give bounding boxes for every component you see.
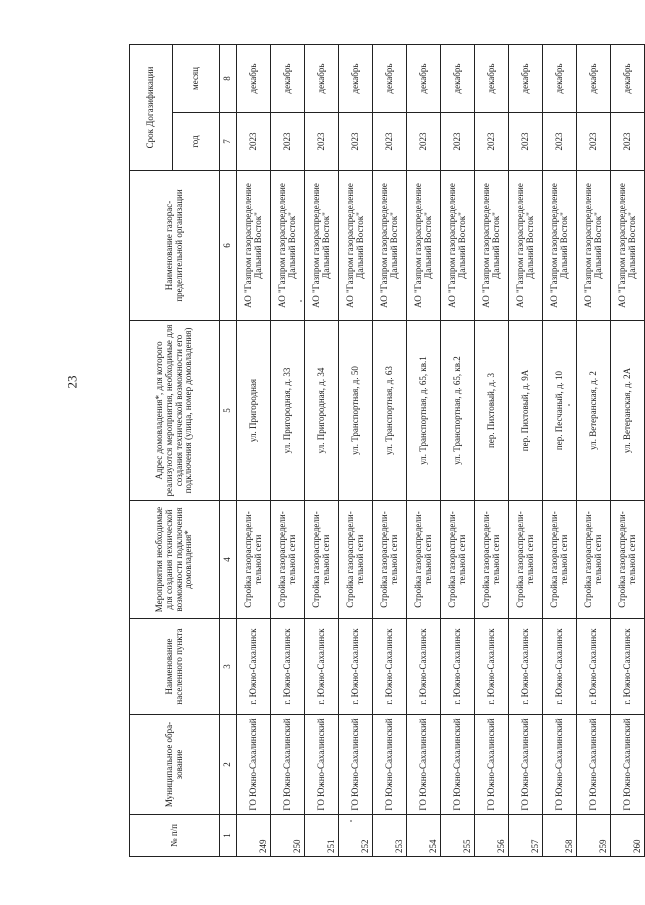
row-settlement: г. Южно-Сахалинск xyxy=(577,619,611,715)
row-address: ул. Транспортная, д. 65, кв.2 xyxy=(441,321,475,501)
row-address: пер. Пихтовый, д. 3 xyxy=(475,321,509,501)
row-organization: АО "Газпром газораспределение Дальний Восток" xyxy=(339,171,373,321)
table-row xyxy=(237,45,271,857)
row-number: 258 xyxy=(543,815,577,857)
row-number: 250 xyxy=(271,815,305,857)
row-settlement: г. Южно-Сахалинск xyxy=(611,619,645,715)
row-number: 257 xyxy=(509,815,543,857)
table-row xyxy=(543,45,577,857)
row-measures: Стройка газораспределительной сети xyxy=(577,501,611,619)
row-year: 2023 xyxy=(407,113,441,171)
row-settlement: г. Южно-Сахалинск xyxy=(509,619,543,715)
row-year: 2023 xyxy=(373,113,407,171)
header-deadline: Срок Догазификации xyxy=(130,45,173,171)
row-municipality: ГО Южно-Сахалинский xyxy=(373,715,407,815)
column-number: 4 xyxy=(220,501,237,619)
row-year: 2023 xyxy=(475,113,509,171)
row-settlement: г. Южно-Сахалинск xyxy=(373,619,407,715)
table-row xyxy=(407,45,441,857)
row-measures: Стройка газораспределительной сети xyxy=(373,501,407,619)
row-measures: Стройка газораспределительной сети xyxy=(271,501,305,619)
column-number: 8 xyxy=(220,45,237,113)
row-organization: АО "Газпром газораспределение Дальний Восток" xyxy=(237,171,271,321)
row-month: декабрь xyxy=(543,45,577,113)
row-measures: Стройка газораспределительной сети xyxy=(475,501,509,619)
header-year: год xyxy=(173,113,220,171)
row-municipality: ГО Южно-Сахалинский xyxy=(407,715,441,815)
row-address: ул. Пригородная xyxy=(237,321,271,501)
header-row xyxy=(130,45,173,857)
row-municipality: ГО Южно-Сахалинский xyxy=(611,715,645,815)
row-number: 256 xyxy=(475,815,509,857)
row-municipality: ГО Южно-Сахалинский xyxy=(271,715,305,815)
row-organization: АО "Газпром газораспределение Дальний Восток" xyxy=(543,171,577,321)
row-number: 249 xyxy=(237,815,271,857)
row-month: декабрь xyxy=(305,45,339,113)
row-number: 254 xyxy=(407,815,441,857)
row-year: 2023 xyxy=(441,113,475,171)
row-address: ул. Ветеранская, д. 2 xyxy=(577,321,611,501)
row-year: 2023 xyxy=(509,113,543,171)
row-settlement: г. Южно-Сахалинск xyxy=(305,619,339,715)
row-municipality: ГО Южно-Сахалинский xyxy=(509,715,543,815)
row-municipality: ГО Южно-Сахалинский xyxy=(237,715,271,815)
row-municipality: ГО Южно-Сахалинский xyxy=(577,715,611,815)
row-address: пер. Пихтовый, д. 9А xyxy=(509,321,543,501)
column-number: 3 xyxy=(220,619,237,715)
row-month: декабрь xyxy=(271,45,305,113)
header-organization: Наименование газораспределительной организации xyxy=(130,171,220,321)
row-address: ул. Транспортная, д. 50 xyxy=(339,321,373,501)
row-address: ул. Пригородная, д. 33 xyxy=(271,321,305,501)
column-number: 5 xyxy=(220,321,237,501)
table-row xyxy=(373,45,407,857)
row-settlement: г. Южно-Сахалинск xyxy=(271,619,305,715)
column-number: 1 xyxy=(220,815,237,857)
row-measures: Стройка газораспределительной сети xyxy=(509,501,543,619)
row-month: декабрь xyxy=(611,45,645,113)
row-settlement: г. Южно-Сахалинск xyxy=(543,619,577,715)
row-month: декабрь xyxy=(373,45,407,113)
row-number: 255 xyxy=(441,815,475,857)
row-year: 2023 xyxy=(339,113,373,171)
table-row xyxy=(271,45,305,857)
row-municipality: ГО Южно-Сахалинский xyxy=(475,715,509,815)
header-address: Адрес домовладения*, для которого реализуются мероприятия, необходимые для создания технической возможности его подключения (улица, номер домовладения) xyxy=(130,321,220,501)
table-row xyxy=(339,45,373,857)
scan-speck xyxy=(568,404,570,406)
row-measures: Стройка газораспределительной сети xyxy=(407,501,441,619)
header-num: № п/п xyxy=(130,815,220,857)
row-number: 259 xyxy=(577,815,611,857)
row-settlement: г. Южно-Сахалинск xyxy=(339,619,373,715)
row-address: ул. Транспортная, д. 65, кв.1 xyxy=(407,321,441,501)
row-organization: АО "Газпром газораспределение Дальний Восток" xyxy=(475,171,509,321)
row-number: 253 xyxy=(373,815,407,857)
row-organization: АО "Газпром газораспределение Дальний Восток" xyxy=(611,171,645,321)
row-measures: Стройка газораспределительной сети xyxy=(441,501,475,619)
row-settlement: г. Южно-Сахалинск xyxy=(407,619,441,715)
row-year: 2023 xyxy=(543,113,577,171)
table-row xyxy=(475,45,509,857)
row-organization: АО "Газпром газораспределение Дальний Восток" xyxy=(441,171,475,321)
row-address: пер. Песчаный, д. 10 xyxy=(543,321,577,501)
row-organization: АО "Газпром газораспределение Дальний Восток" xyxy=(271,171,305,321)
column-number: 2 xyxy=(220,715,237,815)
row-organization: АО "Газпром газораспределение Дальний Восток" xyxy=(577,171,611,321)
row-year: 2023 xyxy=(611,113,645,171)
row-month: декабрь xyxy=(509,45,543,113)
page-number: 23 xyxy=(64,375,80,389)
row-year: 2023 xyxy=(237,113,271,171)
row-organization: АО "Газпром газораспределение Дальний Восток" xyxy=(305,171,339,321)
row-municipality: ГО Южно-Сахалинский xyxy=(339,715,373,815)
row-organization: АО "Газпром газораспределение Дальний Восток" xyxy=(373,171,407,321)
column-number: 6 xyxy=(220,171,237,321)
scan-speck xyxy=(350,820,352,822)
header-municipality: Муниципальное образование xyxy=(130,715,220,815)
row-year: 2023 xyxy=(305,113,339,171)
table-row xyxy=(577,45,611,857)
table-row xyxy=(305,45,339,857)
header-measures: Мероприятия необходимые для создания технической возможности подключения домовладения* xyxy=(130,501,220,619)
row-municipality: ГО Южно-Сахалинский xyxy=(305,715,339,815)
header-settlement: Наименование населенного пункта xyxy=(130,619,220,715)
row-month: декабрь xyxy=(339,45,373,113)
row-measures: Стройка газораспределительной сети xyxy=(237,501,271,619)
row-number: 260 xyxy=(611,815,645,857)
table-body xyxy=(237,45,645,857)
row-municipality: ГО Южно-Сахалинский xyxy=(441,715,475,815)
row-number: 252 xyxy=(339,815,373,857)
row-address: ул. Пригородная, д. 34 xyxy=(305,321,339,501)
row-municipality: ГО Южно-Сахалинский xyxy=(543,715,577,815)
row-organization: АО "Газпром газораспределение Дальний Восток" xyxy=(407,171,441,321)
column-number-row xyxy=(220,45,237,857)
gasification-table-wrapper xyxy=(129,45,643,857)
row-measures: Стройка газораспределительной сети xyxy=(305,501,339,619)
row-address: ул. Транспортная, д. 63 xyxy=(373,321,407,501)
row-number: 251 xyxy=(305,815,339,857)
row-year: 2023 xyxy=(577,113,611,171)
column-number: 7 xyxy=(220,113,237,171)
row-month: декабрь xyxy=(577,45,611,113)
header-month: месяц xyxy=(173,45,220,113)
row-address: ул. Ветеранская, д. 2А xyxy=(611,321,645,501)
row-measures: Стройка газораспределительной сети xyxy=(543,501,577,619)
row-settlement: г. Южно-Сахалинск xyxy=(475,619,509,715)
table-row xyxy=(509,45,543,857)
row-organization: АО "Газпром газораспределение Дальний Восток" xyxy=(509,171,543,321)
table-row xyxy=(611,45,645,857)
gasification-table xyxy=(129,44,645,857)
row-month: декабрь xyxy=(475,45,509,113)
row-measures: Стройка газораспределительной сети xyxy=(611,501,645,619)
table-row xyxy=(441,45,475,857)
scan-speck xyxy=(300,300,302,302)
row-measures: Стройка газораспределительной сети xyxy=(339,501,373,619)
row-settlement: г. Южно-Сахалинск xyxy=(441,619,475,715)
row-month: декабрь xyxy=(407,45,441,113)
row-year: 2023 xyxy=(271,113,305,171)
row-month: декабрь xyxy=(441,45,475,113)
row-settlement: г. Южно-Сахалинск xyxy=(237,619,271,715)
row-month: декабрь xyxy=(237,45,271,113)
